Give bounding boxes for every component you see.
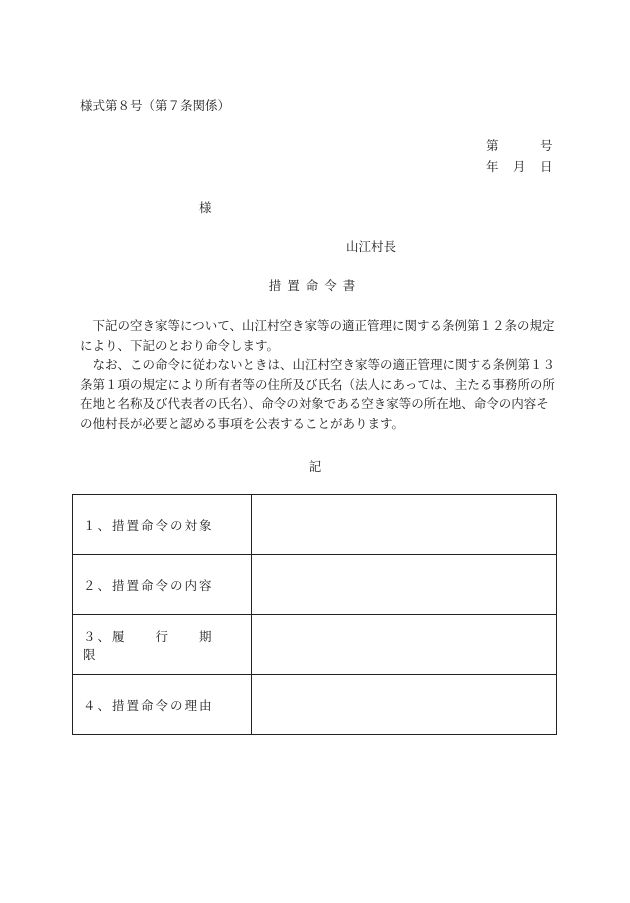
items-table (72, 494, 557, 735)
body-text (80, 316, 560, 433)
document-title: 措置命令書 (268, 278, 362, 293)
body-paragraph-1: 下記の空き家等について、山江村空き家等の適正管理に関する条例第１２条の規定により、下記のとおり命令します。 (80, 318, 555, 353)
item-label: ２、措置命令の内容 (73, 555, 252, 615)
table-row (73, 675, 557, 735)
addressee: 様 (199, 200, 212, 215)
item-label: １、措置命令の対象 (73, 495, 252, 555)
issuer: 山江村長 (346, 239, 397, 254)
table-row (73, 495, 557, 555)
item-value-field[interactable] (251, 555, 556, 615)
table-row (73, 555, 557, 615)
form-number: 様式第８号（第７条関係） (80, 98, 231, 113)
item-value-field[interactable] (251, 675, 556, 735)
item-label: ４、措置命令の理由 (73, 675, 252, 735)
item-value-field[interactable] (251, 615, 556, 675)
ki-heading: 記 (308, 459, 322, 474)
document-number-suffix: 号 (540, 138, 553, 153)
date-day: 日 (540, 159, 553, 174)
body-paragraph-2: なお、この命令に従わないときは、山江村空き家等の適正管理に関する条例第１３条第１項の規定により所有者等の住所及び氏名（法人にあっては、主たる事務所の所在地と名称及び代表者の氏名）、命令の対象である空き家等の所在地、命令の内容その他村長が必要と認める事項を公表することがあります。 (80, 357, 556, 431)
document-number-prefix: 第 (486, 138, 499, 153)
date-year: 年 (486, 159, 499, 174)
table-row (73, 615, 557, 675)
item-label: ３、履 行 期 限 (73, 615, 252, 675)
date-month: 月 (513, 159, 526, 174)
item-value-field[interactable] (251, 495, 556, 555)
